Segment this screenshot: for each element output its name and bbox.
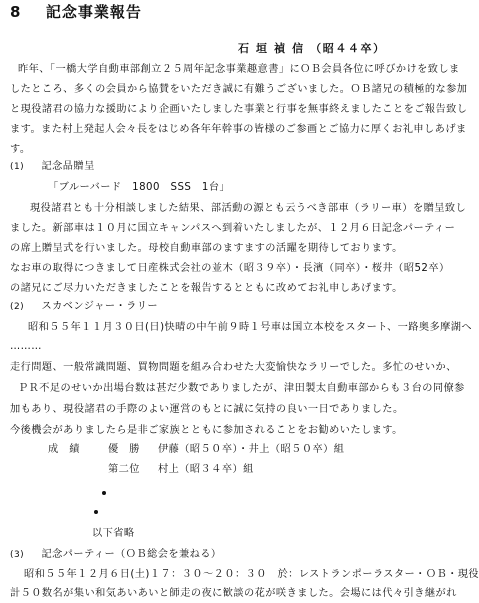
ellipsis-line: ……… [10,341,42,352]
body-line: ＰＲ不足のせいか出場台数は甚だ少数でありましたが、津田製太自動車部からも３台の同僚参 [18,383,465,394]
subsection-1-heading [10,160,95,174]
result-names: 伊藤（昭５０卒）・井上（昭５０卒）組 [158,444,345,455]
intro-line: す。 [10,144,31,155]
section-title: 記念事業報告 [45,3,142,21]
body-line: 現役諸君とも十分相談しました結果、部活動の源とも云うべき部車（ラリー車）を贈呈致し [30,203,467,214]
body-line: の席上贈呈式を行いました。母校自動車部のますますの活躍を期待しております。 [10,243,403,254]
section-number: 8 [10,3,22,21]
subsection-title: 記念パーティー（ＯＢ総会を兼ねる） [41,549,222,560]
subsection-number: (3) [10,550,25,560]
list-dot [94,510,98,514]
intro-line: 昨年、「一橋大学自動車部創立２５周年記念事業趣意書」にＯＢ会員各位に呼びかけを致しま [18,64,460,75]
body-line: 今後機会がありましたら是非ご家族とともに参加されることをお勧めいたします。 [10,425,403,436]
author-line: 石 垣 禎 信 （昭４４卒） [238,42,386,55]
subsection-title: スカベンジャー・ラリー [41,301,159,312]
subsection-number: (2) [10,302,25,312]
list-dot [102,491,106,495]
subsection-number: (1) [10,162,25,172]
result-names: 村上（昭３４卒）組 [158,464,254,475]
body-line: ました。新部車は１０月に国立キャンパスへ到着いたしましたが、１２月６日記念パーティー [10,223,456,234]
body-line: なお車の取得につきまして日産株式会社の並木（昭３９卒）・長濱（同卒）・桜井（昭52卒） [10,263,450,274]
omitted-note: 以下省略 [92,528,135,539]
subsection-3-heading [10,548,222,562]
result-rank: 第二位 [108,464,140,475]
intro-line: ます。また村上発起人会々長をはじめ各年年幹事の皆様のご参画とご協力に厚くお礼申しあげま [10,124,467,135]
results-label: 成 績 [48,444,80,455]
body-line: 計５０数名が集い和気あいあいと師走の夜に歓談の花が咲きました。会場には代々引き継がれ [10,588,457,599]
body-line: 走行問題、一般常識問題、買物問題を組み合わせた大変愉快なラリーでした。多忙のせいか、 [10,362,457,373]
section-header [10,3,142,21]
body-line: 昭和５５年１２月６日(土)１７：３０〜２０：３０ 於：レストランポーラスター・ＯＢ・現役 [24,569,479,580]
result-rank: 優 勝 [108,444,140,455]
intro-line: したところ、多くの会員から協賛をいただき誠に有難うございました。ＯＢ諸兄の積極的な参加 [10,84,468,95]
car-model: 「ブルーバード 1800 SSS 1台」 [48,182,231,193]
body-line: 昭和５５年１１月３０日(日)快晴の中午前９時１号車は国立本校をスタート、一路奥多摩湖へ [28,322,473,333]
subsection-2-heading [10,300,158,314]
subsection-title: 記念品贈呈 [41,161,95,172]
intro-line: と現役諸君の協力な援助により企画いたしました事業と行事を無事終えましたことをご報告致し [10,104,468,115]
body-line: 加もあり、現役諸君の手際のよい運営のもとに誠に気持の良い一日でありました。 [10,404,404,415]
body-line: の諸兄にご尽力いただきましたことを報告するとともに改めてお礼申しあげます。 [10,283,403,294]
